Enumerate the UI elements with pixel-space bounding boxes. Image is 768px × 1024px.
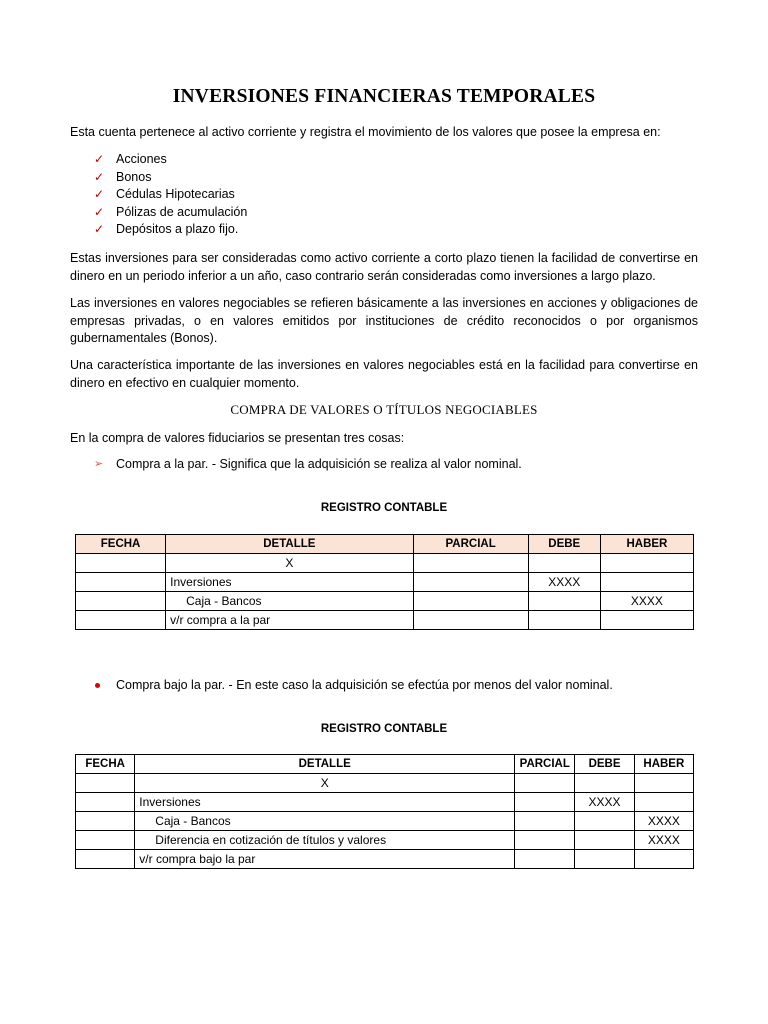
table-row: X	[76, 554, 694, 573]
document-title: INVERSIONES FINANCIERAS TEMPORALES	[172, 86, 596, 107]
header-haber: HABER	[600, 535, 693, 554]
check-icon: ✓	[94, 152, 105, 166]
table-row: Diferencia en cotización de títulos y valores XXXX	[76, 831, 694, 850]
header-detalle: DETALLE	[166, 535, 413, 554]
journal-table-1	[75, 534, 694, 630]
header-debe: DEBE	[528, 535, 600, 554]
header-parcial: PARCIAL	[515, 755, 575, 774]
case-1-line	[94, 456, 522, 474]
header-debe: DEBE	[575, 755, 634, 774]
registro-title-2: REGISTRO CONTABLE	[320, 723, 448, 735]
header-parcial: PARCIAL	[413, 535, 528, 554]
table-row: Caja - Bancos XXXX	[76, 592, 694, 611]
table-header-row	[76, 535, 694, 554]
header-detalle: DETALLE	[135, 755, 515, 774]
header-fecha: FECHA	[76, 535, 166, 554]
dot-bullet-icon	[94, 677, 116, 695]
table-row: Inversiones XXXX	[76, 573, 694, 592]
list-item: ✓ Cédulas Hipotecarias	[94, 186, 247, 204]
table-row: Caja - Bancos XXXX	[76, 812, 694, 831]
arrow-bullet-icon: ➢	[94, 458, 104, 470]
list-item: ✓ Depósitos a plazo fijo.	[94, 221, 247, 239]
case-1-text: Compra a la par. - Significa que la adquisición se realiza al valor nominal.	[116, 457, 522, 471]
list-item: ✓ Acciones	[94, 151, 247, 169]
case-2-line	[94, 677, 613, 695]
check-icon: ✓	[94, 187, 105, 201]
paragraph-1: Estas inversiones para ser consideradas como activo corriente a corto plazo tienen la facilidad de convertirse en dinero en un periodo inferior a un año, caso contrario serán consideradas como inversiones a largo plazo.	[70, 251, 698, 283]
case-2-text: Compra bajo la par. - En este caso la adquisición se efectúa por menos del valor nominal.	[116, 678, 613, 692]
check-icon: ✓	[94, 222, 105, 236]
check-icon: ✓	[94, 169, 105, 184]
table-row: Inversiones XXXX	[76, 793, 694, 812]
list-item: ✓ Pólizas de acumulación	[94, 204, 247, 222]
section-intro: En la compra de valores fiduciarios se presentan tres cosas:	[70, 431, 405, 445]
paragraph-2: Las inversiones en valores negociables se refieren básicamente a las inversiones en acciones y obligaciones de empresas privadas, o en valores emitidos por instituciones de crédito reconocidos o por organismos gubernamentales (Bonos).	[70, 296, 698, 345]
table-row: v/r compra bajo la par	[76, 850, 694, 869]
table-row: v/r compra a la par	[76, 611, 694, 630]
journal-table-2	[75, 754, 694, 869]
intro-paragraph: Esta cuenta pertenece al activo corriente y registra el movimiento de los valores que posee la empresa en:	[70, 125, 661, 139]
header-fecha: FECHA	[76, 755, 135, 774]
paragraph-3: Una característica importante de las inversiones en valores negociables está en la facilidad para convertirse en dinero en efectivo en cualquier momento.	[70, 358, 698, 390]
header-haber: HABER	[634, 755, 693, 774]
asset-list	[94, 151, 247, 239]
registro-title-1: REGISTRO CONTABLE	[320, 502, 448, 514]
table-header-row	[76, 755, 694, 774]
table-row: X	[76, 774, 694, 793]
check-icon: ✓	[94, 204, 105, 219]
list-item: ✓ Bonos	[94, 169, 247, 187]
section-title: COMPRA DE VALORES O TÍTULOS NEGOCIABLES	[230, 402, 538, 417]
